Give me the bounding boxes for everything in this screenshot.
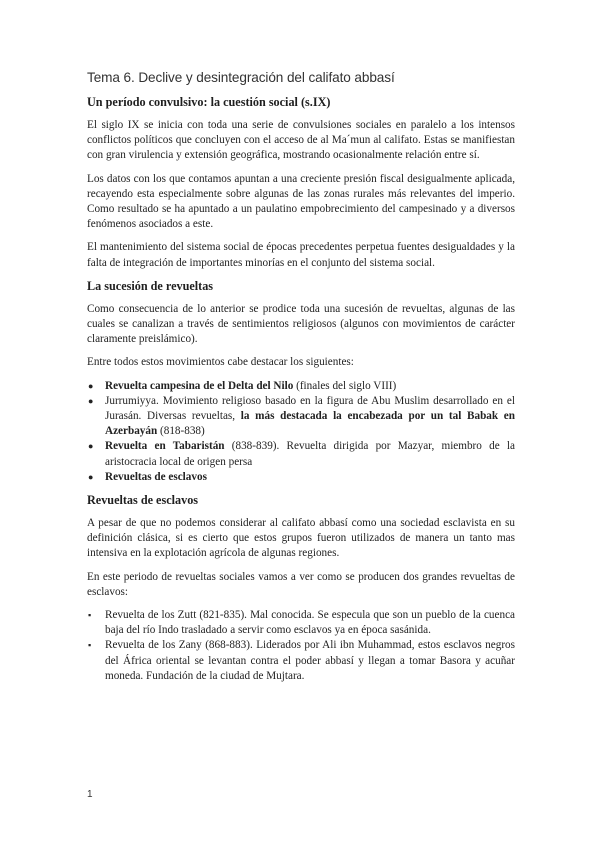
paragraph: En este periodo de revueltas sociales vamos a ver como se producen dos grandes revueltas de esclavos: — [87, 570, 515, 598]
bullet-dot-icon: ● — [88, 380, 94, 391]
item-bold: Revueltas de esclavos — [105, 470, 207, 483]
paragraph: Entre todos estos movimientos cabe destacar los siguientes: — [87, 356, 354, 369]
esclavos-list — [87, 608, 515, 684]
item-text: (818-838) — [157, 425, 205, 438]
paragraph: El siglo IX se inicia con toda una serie de convulsiones sociales en paralelo a los intensos conflictos políticos que concluyen con el acceso de al Ma´mun al califato. Estas se manifiestan con gran virulencia y extensión geográfica, mostrando ocasionalmente relación entre sí. — [87, 119, 515, 162]
item-bold: Revuelta en Tabaristán — [105, 440, 225, 453]
bullet-dot-icon: ● — [88, 441, 94, 452]
bullet-square-icon: ▪ — [88, 640, 92, 651]
paragraph: Los datos con los que contamos apuntan a una creciente presión fiscal desigualmente aplicada, recayendo esta especialmente sobre algunas de las zonas rurales más relevantes del imperio. Como resultado se ha apuntado a un paulatino empobrecimiento del campesinado y a diversos fenómenos asociados a este. — [87, 172, 515, 231]
section-heading-revueltas: La sucesión de revueltas — [87, 278, 214, 293]
list-item — [87, 638, 515, 684]
list-item — [87, 608, 515, 638]
bullet-square-icon: ▪ — [88, 610, 92, 621]
item-text: (838-839). Revuelta dirigida por Mazyar, miembro de la aristocracia local de origen persa — [105, 440, 515, 468]
page-content — [87, 70, 515, 692]
list-item — [87, 379, 515, 394]
bullet-dot-icon: ● — [88, 471, 94, 482]
list-item — [87, 394, 515, 440]
item-text: Revuelta de los Zutt (821-835). Mal conocida. Se especula que son un pueblo de la cuenca baja del río Indo trasladado a servir como esclavos ya en época sasánida. — [105, 609, 515, 637]
item-text: Jurrumiyya. Movimiento religioso basado en la figura de Abu Muslim desarrollado en el Jurasán. Diversas revueltas, — [105, 394, 515, 423]
item-bold: la más destacada la encabezada por un tal Babak en Azerbayán — [105, 410, 515, 438]
item-text: (finales del siglo VIII) — [293, 379, 397, 392]
item-text: Revuelta de los Zany (868-883). Liderados por Ali ibn Muhammad, estos esclavos negros del África oriental se levantan contra el poder abbasí y llegan a tomar Basora y acuñar moneda. Fundación de la ciudad de Mujtara. — [105, 639, 515, 682]
item-bold: Revuelta campesina de el Delta del Nilo — [105, 379, 294, 392]
list-item — [87, 470, 515, 485]
section-heading-social: Un período convulsivo: la cuestión social (s.IX) — [87, 95, 331, 109]
paragraph: El mantenimiento del sistema social de épocas precedentes perpetua fuentes desigualdades y la falta de integración de importantes minorías en el conjunto del sistema social. — [87, 241, 515, 269]
page-number: 1 — [87, 789, 93, 800]
document-title: Tema 6. Declive y desintegración del califato abbasí — [87, 70, 395, 85]
paragraph: A pesar de que no podemos considerar al califato abbasí como una sociedad esclavista en su definición clásica, si es cierto que estos grupos fueron utilizados de manera un tanto mas intensiva en la explotación agrícola de algunas regiones. — [87, 517, 515, 560]
revueltas-list — [87, 379, 515, 485]
list-item — [87, 439, 515, 469]
paragraph: Como consecuencia de lo anterior se prodice toda una sucesión de revueltas, algunas de las cuales se canalizan a través de sentimientos religiosos (algunos con movimientos de carácter claramente preislámico). — [87, 302, 515, 346]
section-heading-esclavos: Revueltas de esclavos — [87, 493, 199, 508]
bullet-dot-icon: ● — [88, 395, 94, 406]
